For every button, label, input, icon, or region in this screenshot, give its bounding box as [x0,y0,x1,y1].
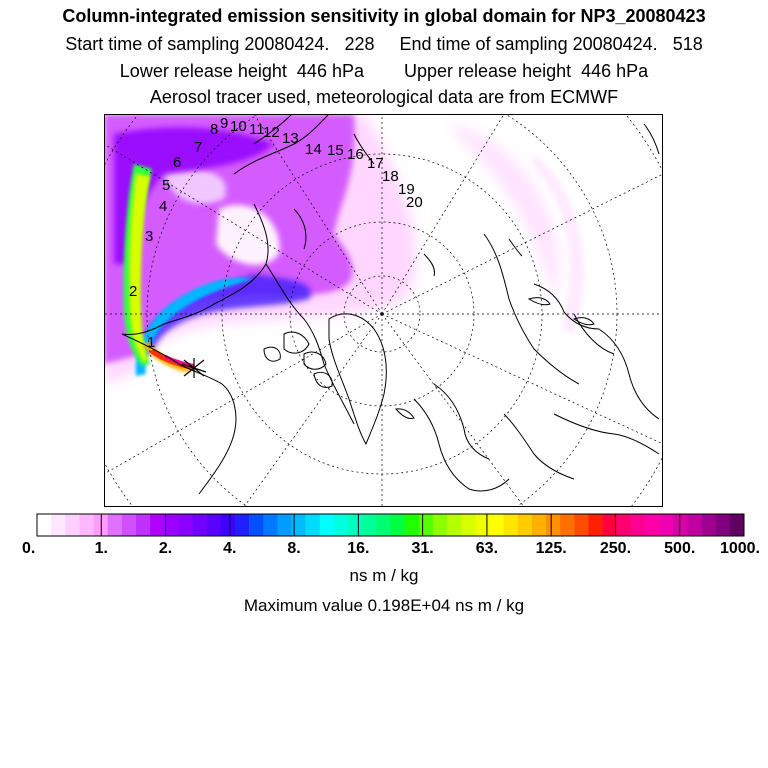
trajectory-label: 20 [406,194,423,211]
colorbar-cell [249,514,263,536]
colorbar-cell [631,514,645,536]
start-label: Start time of sampling 20080424. [65,34,330,54]
colorbar-cell [108,514,122,536]
sampling-time-line [0,33,768,55]
colorbar [0,508,768,558]
colorbar-cell [207,514,221,536]
trajectory-label: 7 [194,139,203,156]
colorbar-cell [178,514,192,536]
colorbar-cell [164,514,178,536]
colorbar-tick-label: 31. [411,540,434,557]
end-value: 518 [672,34,703,54]
colorbar-cell [348,514,362,536]
colorbar-cell [263,514,277,536]
trajectory-label: 2 [129,283,138,300]
colorbar-tick-label: 0. [22,540,36,557]
colorbar-cell [37,514,51,536]
lower-label: Lower release height [119,61,287,81]
colorbar-cell [603,514,617,536]
colorbar-cell [475,514,489,536]
colorbar-cell [730,514,744,536]
plot-title: Column-integrated emission sensitivity in global domain for NP3_20080423 [62,6,706,26]
colorbar-tick-label: 63. [475,540,499,557]
colorbar-units: ns m / kg [349,566,419,585]
colorbar-cell [235,514,249,536]
upper-value: 446 hPa [581,61,649,81]
colorbar-cell [51,514,65,536]
colorbar-tick-label: 250. [599,540,632,557]
trajectory-label: 14 [305,141,322,158]
colorbar-cells [37,514,744,536]
colorbar-cell [221,514,235,536]
maximum-units: ns m / kg [455,596,525,615]
trajectory-label: 5 [162,177,171,194]
colorbar-cell [277,514,291,536]
colorbar-cell [136,514,150,536]
polar-map [104,114,663,507]
colorbar-cell [702,514,716,536]
colorbar-cell [546,514,560,536]
colorbar-cell [716,514,730,536]
colorbar-cell [532,514,546,536]
colorbar-cell [574,514,588,536]
trajectory-label: 11 [249,121,265,138]
colorbar-cell [518,514,532,536]
colorbar-tick-label: 16. [347,540,370,557]
colorbar-cell [504,514,518,536]
colorbar-cell [645,514,659,536]
release-height-line [0,60,768,82]
colorbar-cell [150,514,164,536]
colorbar-tick-label: 8. [287,540,301,557]
colorbar-cell [376,514,390,536]
tracer-info: Aerosol tracer used, meteorological data are from ECMWF [149,87,619,107]
colorbar-tick-label: 1000. [719,540,760,557]
colorbar-cell [687,514,701,536]
trajectory-label: 9 [220,115,229,132]
colorbar-cell [560,514,574,536]
colorbar-cell [391,514,405,536]
maximum-label: Maximum value [243,596,363,615]
colorbar-cell [306,514,320,536]
colorbar-cell [447,514,461,536]
colorbar-cell [65,514,79,536]
colorbar-cell [617,514,631,536]
upper-label: Upper release height [404,61,572,81]
trajectory-label: 1 [147,334,156,351]
colorbar-cell [334,514,348,536]
trajectory-label: 12 [263,124,280,141]
colorbar-tick-label: 1. [94,540,108,557]
start-value: 228 [344,34,375,54]
colorbar-cell [489,514,503,536]
colorbar-tick-label: 125. [535,540,567,557]
colorbar-cell [419,514,433,536]
colorbar-cell [193,514,207,536]
colorbar-cell [362,514,376,536]
trajectory-label: 6 [173,154,182,171]
colorbar-tick-label: 2. [158,540,173,557]
trajectory-label: 18 [382,168,399,185]
colorbar-cell [659,514,673,536]
trajectory-label: 8 [210,121,219,138]
trajectory-label: 10 [230,118,247,135]
trajectory-label: 4 [159,198,168,215]
colorbar-cell [433,514,447,536]
colorbar-tick-label: 4. [223,540,237,557]
maximum-value: 0.198E+04 [367,596,451,615]
trajectory-label: 16 [347,146,364,163]
colorbar-cell [588,514,602,536]
colorbar-cell [673,514,687,536]
trajectory-label: 13 [282,130,299,147]
lower-value: 446 hPa [296,61,364,81]
end-label: End time of sampling 20080424. [399,34,658,54]
maximum-value-line [0,596,768,616]
colorbar-cell [79,514,93,536]
colorbar-tick-labels [22,540,760,557]
trajectory-label: 15 [327,142,344,159]
trajectory-label: 3 [145,228,154,245]
colorbar-cell [461,514,475,536]
colorbar-tick-label: 500. [664,540,696,557]
colorbar-cell [405,514,419,536]
colorbar-cell [320,514,334,536]
trajectory-label: 17 [367,155,384,172]
trajectory-label: 19 [398,181,415,198]
colorbar-cell [122,514,136,536]
